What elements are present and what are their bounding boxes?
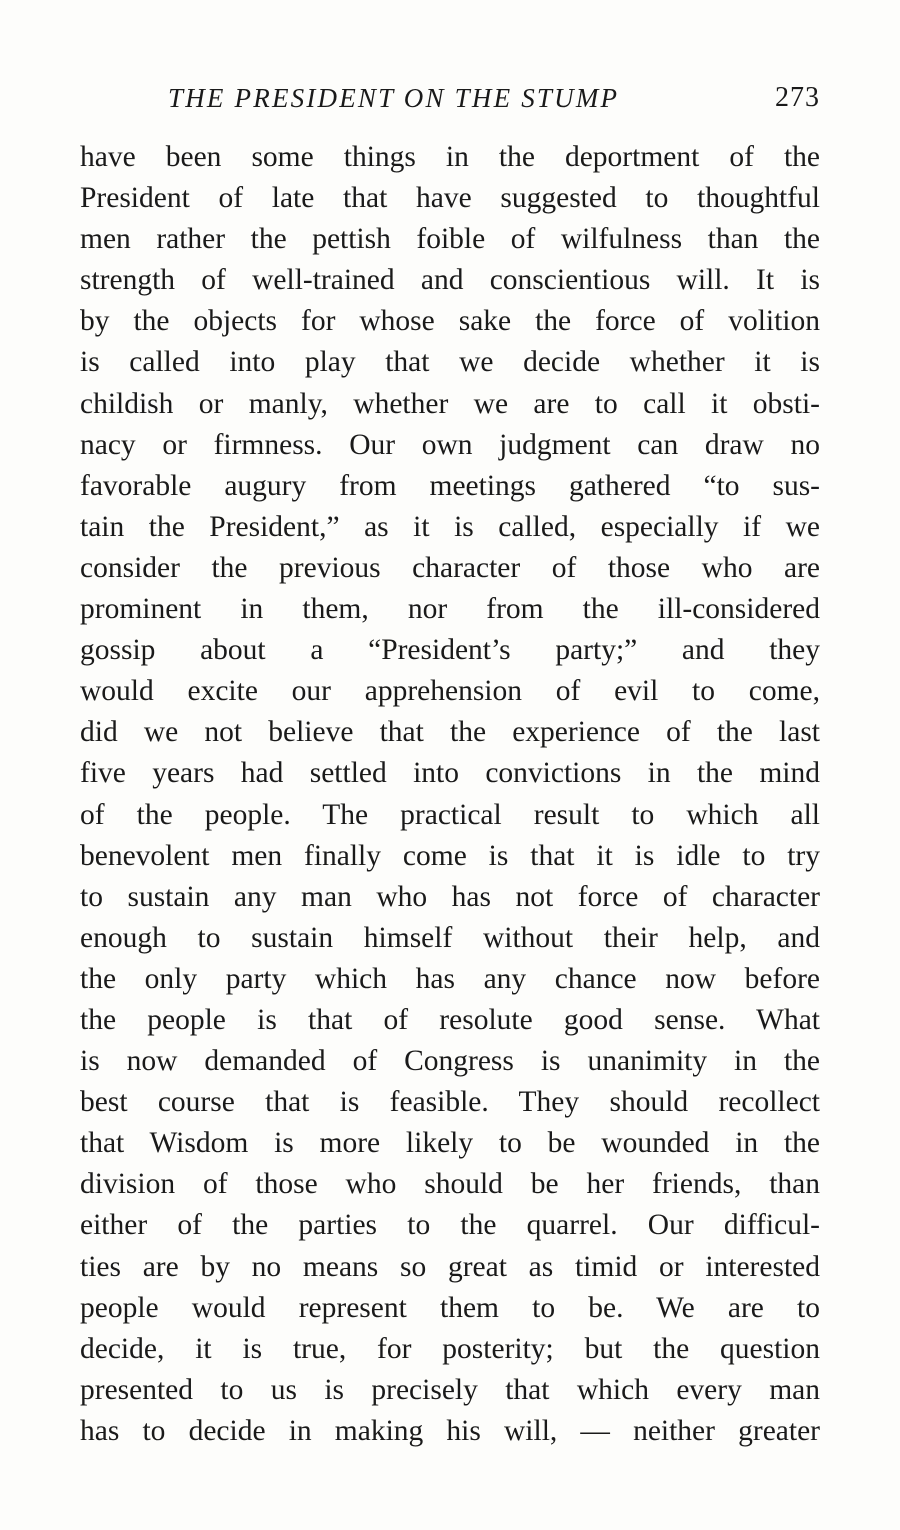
text-line: has to decide in making his will, — neither greater (80, 1414, 820, 1447)
text-line: division of those who should be her friends, than (80, 1168, 820, 1201)
page-number: 273 (775, 82, 820, 113)
text-line: have been some things in the deportment of the (80, 141, 820, 173)
body-text (80, 137, 820, 1452)
text-line: to sustain any man who has not force of character (80, 880, 820, 913)
text-line: either of the parties to the quarrel. Our difficul- (80, 1209, 820, 1242)
text-line: consider the previous character of those who are (80, 551, 820, 584)
running-head (80, 78, 820, 118)
text-line: nacy or firmness. Our own judgment can draw no (80, 428, 820, 461)
text-line: men rather the pettish foible of wilfulness than the (80, 223, 820, 256)
text-line: that Wisdom is more likely to be wounded in the (80, 1127, 820, 1160)
text-line: people would represent them to be. We are to (80, 1291, 820, 1324)
text-line: favorable augury from meetings gathered “to sus- (80, 469, 820, 502)
text-line: decide, it is true, for posterity; but the question (80, 1332, 820, 1365)
text-line: the people is that of resolute good sense. What (80, 1003, 820, 1036)
text-line: gossip about a “President’s party;” and they (80, 634, 820, 667)
text-line: is now demanded of Congress is unanimity in the (80, 1045, 820, 1078)
text-line: would excite our apprehension of evil to come, (80, 675, 820, 708)
text-line: best course that is feasible. They should recollect (80, 1086, 820, 1119)
text-line: President of late that have suggested to thoughtful (80, 182, 820, 215)
text-line: did we not believe that the experience of the last (80, 716, 820, 749)
text-line: ties are by no means so great as timid or interested (80, 1250, 820, 1283)
text-line: is called into play that we decide whether it is (80, 346, 820, 379)
text-line: five years had settled into convictions in the mind (80, 757, 820, 790)
text-line: benevolent men finally come is that it is idle to try (80, 839, 820, 872)
text-line: enough to sustain himself without their help, and (80, 921, 820, 954)
running-title: THE PRESIDENT ON THE STUMP (168, 83, 620, 113)
text-line: strength of well-trained and conscientious will. It is (80, 264, 820, 297)
text-line: prominent in them, nor from the ill-considered (80, 593, 820, 626)
text-line: the only party which has any chance now before (80, 962, 820, 995)
text-line: of the people. The practical result to which all (80, 798, 820, 831)
text-line: by the objects for whose sake the force of volition (80, 305, 820, 338)
text-line: tain the President,” as it is called, especially if we (80, 510, 820, 543)
text-line: childish or manly, whether we are to call it obsti- (80, 387, 820, 420)
text-line: presented to us is precisely that which every man (80, 1373, 820, 1406)
